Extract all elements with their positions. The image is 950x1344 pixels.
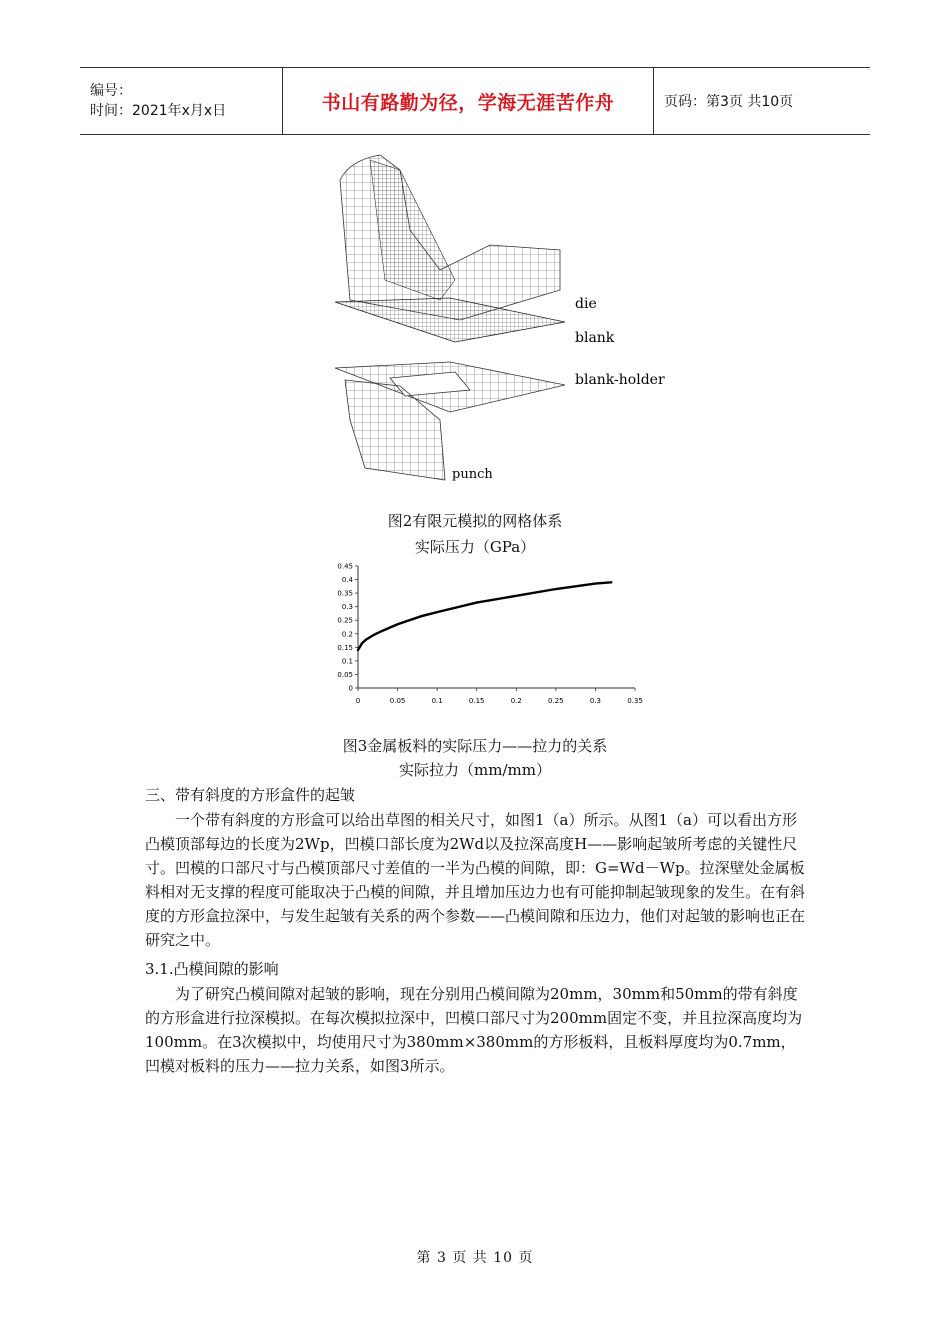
header-page-cell: [654, 68, 870, 134]
number-label: 编号：: [90, 83, 132, 99]
y-tick-label: 0: [348, 684, 353, 693]
die-label: die: [575, 296, 597, 312]
die-mesh: [340, 155, 560, 320]
paragraph-2: 为了研究凸模间隙对起皱的影响，现在分别用凸模间隙为20mm，30mm和50mm的带有斜度的方形盒进行拉深模拟。在每次模拟拉深中，凹模口部尺寸为200mm固定不变，并且拉深高度均为100mm。在3次模拟中，均使用尺寸为380mm×380mm的方形板料，且板料厚度均为0.7mm，凹模对板料的压力——拉力关系，如图3所示。: [145, 985, 803, 1075]
motto-text: 书山有路勤为径，学海无涯苦作舟: [321, 91, 615, 114]
x-tick-label: 0.2: [510, 697, 522, 705]
y-tick-label: 0.1: [341, 657, 353, 666]
y-tick-label: 0.45: [337, 562, 353, 571]
section-heading: 三、带有斜度的方形盒件的起皱: [145, 786, 356, 804]
chart-ylabel: 实际压力（GPa）: [414, 538, 536, 556]
y-tick-label: 0.3: [341, 603, 353, 612]
x-tick-label: 0.05: [389, 697, 406, 705]
punch-label: punch: [452, 467, 493, 482]
paragraph-1: 一个带有斜度的方形盒可以给出草图的相关尺寸，如图1（a）所示。从图1（a）可以看出方形凸模顶部每边的长度为2Wp，凹模口部长度为2Wd以及拉深高度H——影响起皱所考虑的关键性尺寸。凹模的口部尺寸与凸模顶部尺寸差值的一半为凸模的间隙，即：G=Wd－Wp。拉深壁处金属板料相对无支撑的程度可能取决于凸模的间隙，并且增加压边力也有可能抑制起皱现象的发生。在有斜度的方形盒拉深中，与发生起皱有关系的两个参数——凸模间隙和压边力，他们对起皱的影响也正在研究之中。: [145, 811, 806, 949]
blank-mesh: [335, 298, 565, 342]
header-table: [80, 67, 870, 135]
blank-holder-label: blank-holder: [575, 372, 665, 388]
header-motto-cell: [282, 68, 654, 134]
pressure-tension-chart: [330, 558, 650, 718]
series-line: [358, 582, 611, 650]
x-tick-label: 0.15: [468, 697, 485, 705]
figure2-caption: 图2有限元模拟的网格体系: [387, 512, 563, 530]
time-label: 时间：2021年x月x日: [90, 103, 227, 119]
fe-mesh-figure: [330, 150, 670, 495]
y-tick-label: 0.15: [337, 643, 353, 652]
y-tick-label: 0.05: [337, 670, 353, 679]
x-tick-label: 0.35: [627, 697, 643, 705]
y-tick-label: 0.25: [337, 616, 353, 625]
y-tick-label: 0.4: [341, 576, 353, 585]
page-footer: 第 3 页 共 10 页: [416, 1250, 534, 1266]
blank-label: blank: [575, 330, 615, 346]
x-tick-label: 0: [355, 697, 361, 705]
y-tick-label: 0.2: [341, 630, 353, 639]
y-tick-label: 0.35: [337, 589, 353, 598]
subsection-heading: 3.1.凸模间隙的影响: [145, 960, 279, 978]
x-tick-label: 0.3: [589, 697, 601, 705]
x-tick-label: 0.1: [431, 697, 443, 705]
chart-xlabel: 实际拉力（mm/mm）: [399, 761, 551, 779]
header-info-cell: [80, 68, 282, 134]
page-label: 页码：第3页 共10页: [664, 94, 794, 110]
x-tick-label: 0.25: [548, 697, 564, 705]
figure3-caption: 图3金属板料的实际压力——拉力的关系: [342, 737, 608, 755]
